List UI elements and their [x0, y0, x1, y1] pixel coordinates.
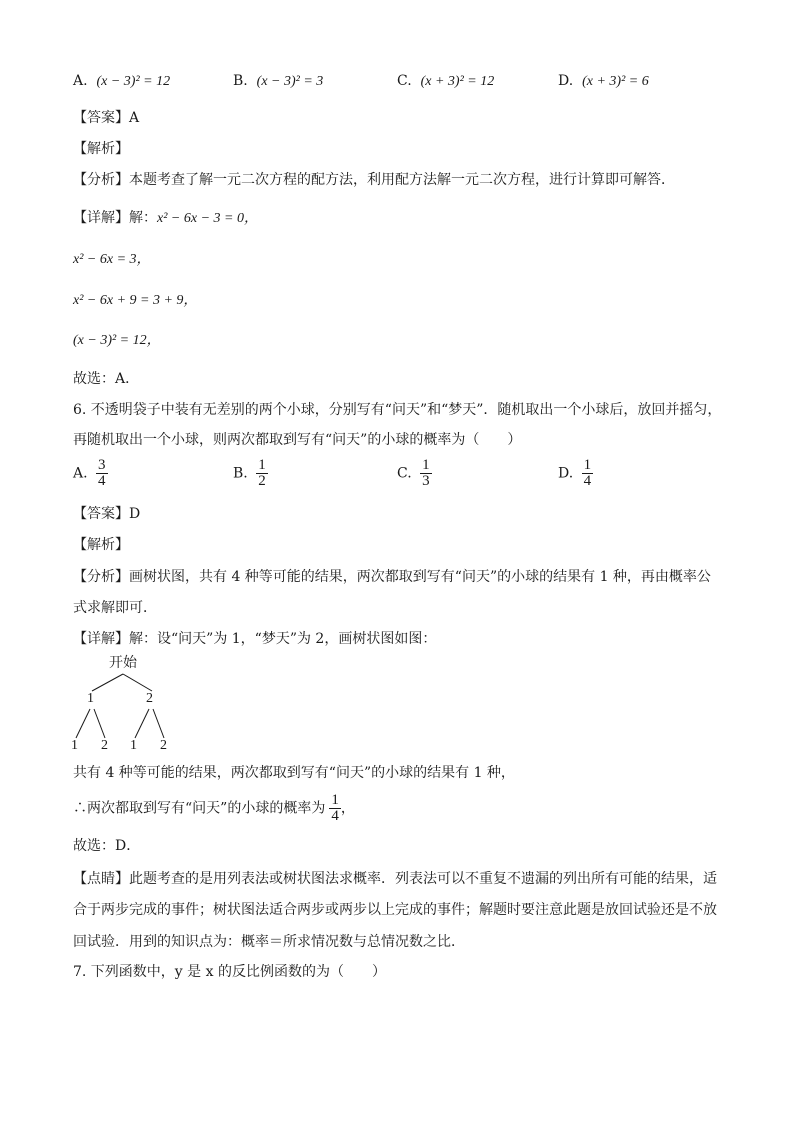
q6-option-c: C. $\frac{1}{3}$ — [397, 457, 430, 489]
q6-probability-line — [73, 793, 355, 824]
q6-stem-line1: 6. 不透明袋子中装有无差别的两个小球，分别写有“问天”和“梦天”．随机取出一个小球后，放回并摇匀， — [73, 402, 722, 418]
q5-option-a: A. (x − 3)² = 12 — [73, 73, 171, 89]
q6-result-line: 共有 4 种等可能的结果，两次都取到写有“问天”的小球的结果有 1 种， — [73, 765, 515, 781]
q6-option-a: A. $\frac{3}{4}$ — [73, 457, 106, 489]
tree-l2-node-3: 1 — [130, 738, 137, 753]
q6-stem-line2: 再随机取出一个小球，则两次都取到写有“问天”的小球的概率为（ ） — [73, 432, 522, 448]
tree-l2-node-4: 2 — [160, 738, 167, 753]
tree-l1-node-2: 2 — [146, 691, 153, 706]
q5-answer: 【答案】A — [73, 110, 140, 126]
q6-jiexi: 【解析】 — [73, 537, 129, 553]
q5-fenxi: 【分析】本题考查了解一元二次方程的配方法，利用配方法解一元二次方程，进行计算即可解答． — [73, 172, 675, 188]
q5-option-c: C. (x + 3)² = 12 — [397, 73, 495, 89]
tree-root: 开始 — [109, 655, 137, 671]
q5-option-b: B. (x − 3)² = 3 — [233, 73, 324, 89]
q6-prob-fraction: $\frac{1}{4}$ — [331, 792, 339, 824]
q6-dianjing-line2: 合于两步完成的事件；树状图法适合两步或两步以上完成的事件；解题时要注意此题是放回试验还是不放 — [73, 902, 717, 918]
q7-stem: 7. 下列函数中，y 是 x 的反比例函数的为（ ） — [73, 964, 386, 980]
q5-step-2: x² − 6x = 3， — [73, 252, 151, 267]
q6-answer: 【答案】D — [73, 506, 141, 522]
q5-step-4: (x − 3)² = 12， — [73, 333, 161, 348]
q6-fenxi-line1: 【分析】画树状图，共有 4 种等可能的结果，两次都取到写有“问天”的小球的结果有 1 种，再由概率公 — [73, 569, 711, 585]
q5-jiexi: 【解析】 — [73, 141, 129, 157]
q6-fenxi-line2: 式求解即可． — [73, 600, 157, 616]
tree-l2-node-2: 2 — [101, 738, 108, 753]
q6-prob-prefix: ∴两次都取到写有“问天”的小球的概率为 — [73, 800, 326, 817]
q6-detail: 【详解】解：设“问天”为 1，“梦天”为 2，画树状图如图： — [73, 631, 437, 647]
q6-conclusion: 故选：D． — [73, 838, 141, 854]
q6-option-b: B. $\frac{1}{2}$ — [233, 457, 266, 489]
q5-detail — [73, 208, 258, 229]
q5-step-1: x² − 6x − 3 = 0， — [157, 211, 258, 226]
tree-l1-node-1: 1 — [87, 691, 94, 706]
tree-l2-node-1: 1 — [71, 738, 78, 753]
q5-option-d: D. (x + 3)² = 6 — [558, 73, 649, 89]
q5-detail-head: 【详解】解： — [73, 210, 157, 226]
tree-diagram — [60, 650, 200, 760]
q6-option-d: D. $\frac{1}{4}$ — [558, 457, 592, 489]
q5-conclusion: 故选：A． — [73, 371, 140, 387]
q6-dianjing-line3: 回试验．用到的知识点为：概率＝所求情况数与总情况数之比． — [73, 934, 465, 950]
q6-prob-suffix: ， — [340, 800, 355, 817]
q5-step-3: x² − 6x + 9 = 3 + 9， — [73, 293, 198, 308]
q6-dianjing-line1: 【点睛】此题考查的是用列表法或树状图法求概率．列表法可以不重复不遗漏的列出所有可能的结果，适 — [73, 871, 717, 887]
